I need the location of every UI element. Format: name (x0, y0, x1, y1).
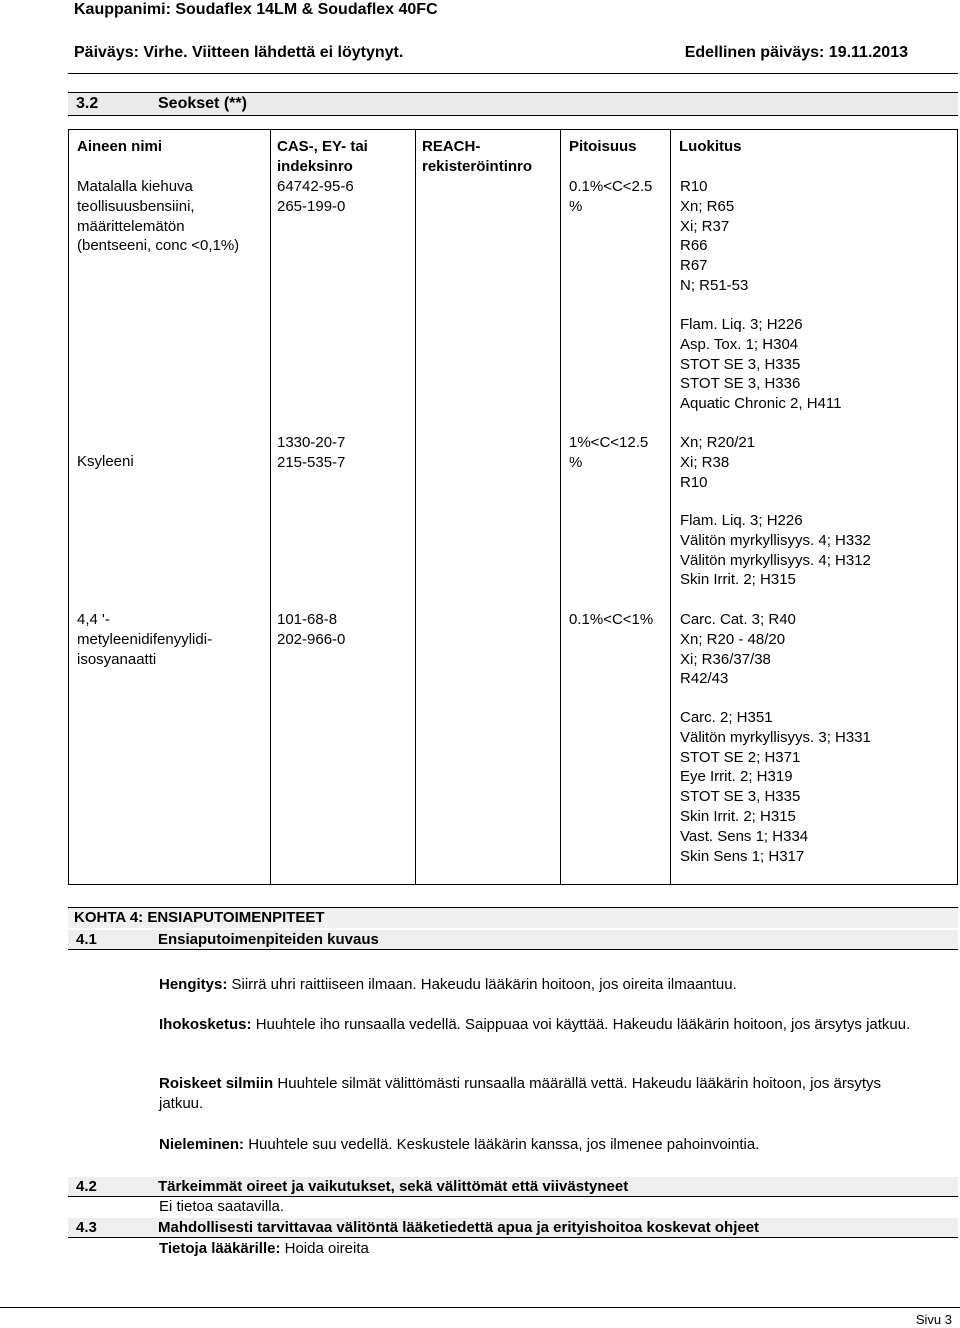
page-footer (0, 1307, 960, 1328)
section-4-header (68, 907, 958, 928)
header-substance-name: Aineen nimi (77, 138, 163, 155)
row2-classification-r: Xn; R20/21 Xi; R38 R10 (680, 434, 756, 491)
section-number: 3.2 (76, 95, 99, 112)
row3-concentration: 0.1%<C<1% (569, 611, 654, 628)
section-4-title: KOHTA 4: ENSIAPUTOIMENPITEET (74, 909, 325, 926)
header-reach: REACH- rekisteröintinro (422, 138, 533, 175)
row3-substance-name: 4,4 '- metyleenidifenyylidi- isosyanaatti (77, 611, 213, 668)
section-4-3-header (68, 1218, 958, 1238)
row3-cas: 101-68-8 202-966-0 (277, 611, 346, 648)
first-aid-ingestion (159, 1135, 919, 1155)
section-4-2-text: Ei tietoa saatavilla. (159, 1198, 285, 1215)
previous-date-label: Edellinen päiväys: (684, 44, 825, 61)
section-4-3-number: 4.3 (76, 1219, 97, 1236)
first-aid-inhalation (159, 975, 919, 995)
inhalation-text: Siirrä uhri raittiiseen ilmaan. Hakeudu lääkärin hoitoon, jos oireita ilmaantuu. (231, 976, 737, 993)
date-line (74, 44, 403, 62)
column-divider (270, 130, 271, 884)
row2-cas: 1330-20-7 215-535-7 (277, 434, 346, 471)
section-4-2-number: 4.2 (76, 1178, 97, 1195)
ingestion-text: Huuhtele suu vedellä. Keskustele lääkärin kanssa, jos ilmenee pahoinvointia. (248, 1136, 760, 1153)
doctor-info-label: Tietoja lääkärille: (159, 1240, 281, 1257)
skin-label: Ihokosketus: (159, 1016, 252, 1033)
ingestion-label: Nieleminen: (159, 1136, 245, 1153)
previous-date-line (685, 44, 908, 62)
header-divider (68, 73, 958, 74)
row1-cas: 64742-95-6 265-199-0 (277, 178, 354, 215)
row1-substance-name: Matalalla kiehuva teollisuusbensiini, määrittelemätön (bentseeni, conc <0,1%) (77, 178, 240, 255)
row1-concentration: 0.1%<C<2.5 % (569, 178, 653, 215)
section-4-1-title: Ensiaputoimenpiteiden kuvaus (158, 931, 379, 948)
inhalation-label: Hengitys: (159, 976, 228, 993)
doctor-info-text: Hoida oireita (284, 1240, 369, 1257)
section-title: Seokset (**) (158, 95, 247, 112)
row3-classification-r: Carc. Cat. 3; R40 Xn; R20 - 48/20 Xi; R36/37/38 R42/43 (680, 611, 796, 688)
product-name-line (74, 1, 438, 19)
section-4-1-number: 4.1 (76, 931, 97, 948)
row2-substance-name: Ksyleeni (77, 453, 134, 470)
section-4-3-content (159, 1239, 919, 1259)
row2-concentration: 1%<C<12.5 % (569, 434, 649, 471)
header-classification: Luokitus (679, 138, 742, 155)
product-name: Soudaflex 14LM & Soudaflex 40FC (175, 1, 438, 18)
section-3-2-header (68, 92, 958, 116)
skin-text: Huuhtele iho runsaalla vedellä. Saippuaa voi käyttää. Hakeudu lääkärin hoitoon, jos ärsytys jatkuu. (255, 1016, 911, 1033)
row3-classification-h: Carc. 2; H351 Välitön myrkyllisyys. 3; H331 STOT SE 2; H371 Eye Irrit. 2; H319 STOT SE 3, H335 Skin Irrit. 2; H315 Vast. Sens 1; H334 Skin Sens 1; H317 (680, 709, 871, 865)
date-label: Päiväys: (74, 44, 139, 61)
row1-classification-h: Flam. Liq. 3; H226 Asp. Tox. 1; H304 STOT SE 3, H335 STOT SE 3, H336 Aquatic Chronic 2, H411 (680, 316, 842, 413)
section-4-2-title: Tärkeimmät oireet ja vaikutukset, sekä välittömät että viivästyneet (158, 1178, 629, 1195)
section-4-1-header (68, 930, 958, 950)
section-4-3-title: Mahdollisesti tarvittavaa välitöntä lääketiedettä apua ja erityishoitoa koskevat ohjeet (158, 1219, 760, 1236)
column-divider (670, 130, 671, 884)
header-cas: CAS-, EY- tai indeksinro (277, 138, 368, 175)
row1-classification-r: R10 Xn; R65 Xi; R37 R66 R67 N; R51-53 (680, 178, 749, 294)
date-value: Virhe. Viitteen lähdettä ei löytynyt. (143, 44, 404, 61)
section-4-2-header (68, 1177, 958, 1197)
composition-table (68, 129, 958, 885)
page-number: Sivu 3 (915, 1312, 952, 1327)
column-divider (415, 130, 416, 884)
column-divider (560, 130, 561, 884)
eyes-label: Roiskeet silmiin (159, 1075, 274, 1092)
row2-classification-h: Flam. Liq. 3; H226 Välitön myrkyllisyys. 4; H332 Välitön myrkyllisyys. 4; H312 Skin Irrit. 2; H315 (680, 512, 871, 589)
product-label: Kauppanimi: (74, 1, 171, 18)
eyes-text: Huuhtele silmät välittömästi runsaalla määrällä vettä. Hakeudu lääkärin hoitoon, jos ärsytys jatkuu. (159, 1075, 882, 1112)
previous-date-value: 19.11.2013 (828, 44, 908, 61)
first-aid-skin (159, 1015, 919, 1035)
first-aid-eyes (159, 1074, 919, 1114)
header-concentration: Pitoisuus (569, 138, 637, 155)
